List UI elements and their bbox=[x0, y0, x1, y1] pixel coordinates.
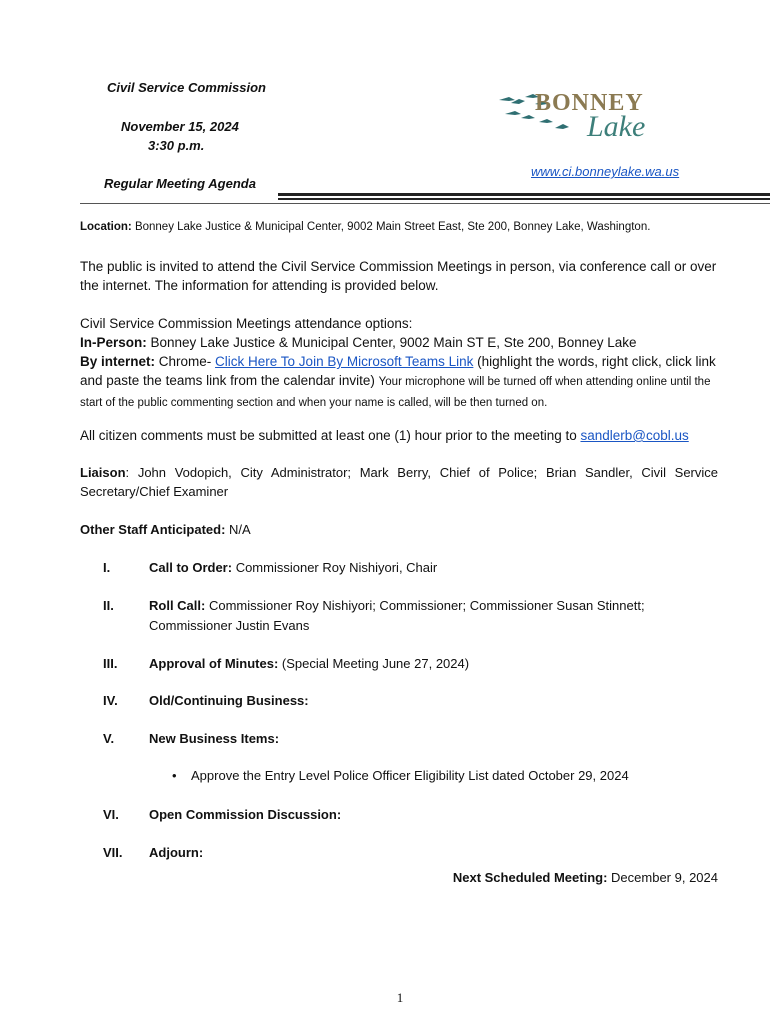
liaison-paragraph: Liaison: John Vodopich, City Administrator; Mark Berry, Chief of Police; Brian Sandler, Civil Service Secretary/Chief Examiner bbox=[80, 465, 718, 499]
header-rule bbox=[80, 203, 770, 204]
bullet-icon: • bbox=[172, 768, 177, 783]
meeting-date: November 15, 2024 bbox=[121, 119, 239, 134]
comments-paragraph: All citizen comments must be submitted at least one (1) hour prior to the meeting to sandlerb@cobl.us bbox=[80, 428, 689, 443]
svg-text:BONNEY: BONNEY bbox=[535, 90, 644, 116]
header-rule bbox=[278, 198, 770, 200]
bonney-lake-logo bbox=[495, 86, 695, 144]
location-line bbox=[80, 221, 650, 233]
location-label: Location: bbox=[80, 221, 132, 233]
bullet-item: • Approve the Entry Level Police Officer Eligibility List dated October 29, 2024 bbox=[172, 768, 629, 783]
attendance-options bbox=[80, 314, 720, 413]
page-number: 1 bbox=[396, 990, 404, 1005]
item-number: II. bbox=[103, 598, 114, 613]
liaison-label: Liaison bbox=[80, 465, 126, 480]
internet-line: By internet: Chrome- Click Here To Join By Microsoft Teams Link (highlight the words, right click, click link and paste the teams link from the calendar invite) Your microphone will be turned off when attending online until the start of the public commenting section and when your name is called, will be then turned on. bbox=[80, 354, 716, 409]
svg-text:Lake: Lake bbox=[587, 110, 646, 143]
teams-link[interactable]: Click Here To Join By Microsoft Teams Link bbox=[215, 354, 474, 369]
committee-name: Civil Service Commission bbox=[107, 80, 266, 95]
email-link[interactable]: sandlerb@cobl.us bbox=[580, 428, 689, 443]
agenda-type: Regular Meeting Agenda bbox=[104, 176, 256, 191]
agenda-item: Old/Continuing Business: bbox=[149, 693, 309, 708]
intro-paragraph: The public is invited to attend the Civil Service Commission Meetings in person, via conference call or over the internet. The information for attending is provided below. bbox=[80, 259, 717, 293]
meeting-time: 3:30 p.m. bbox=[148, 138, 205, 153]
header-rule bbox=[278, 193, 770, 196]
inperson-line: In-Person: Bonney Lake Justice & Municipal Center, 9002 Main ST E, Ste 200, Bonney Lake bbox=[80, 335, 637, 350]
agenda-item: Open Commission Discussion: bbox=[149, 807, 342, 822]
item-number: VI. bbox=[103, 807, 119, 822]
item-number: VII. bbox=[103, 845, 123, 860]
agenda-item: Call to Order: Commissioner Roy Nishiyori, Chair bbox=[149, 560, 438, 575]
item-number: V. bbox=[103, 731, 115, 746]
item-number: I. bbox=[103, 560, 111, 575]
agenda-item: New Business Items: bbox=[149, 731, 280, 746]
item-number: III. bbox=[103, 656, 118, 671]
attendance-title: Civil Service Commission Meetings attendance options: bbox=[80, 316, 413, 331]
website-link[interactable]: www.ci.bonneylake.wa.us bbox=[531, 164, 680, 179]
location-text: Bonney Lake Justice & Municipal Center, 9002 Main Street East, Ste 200, Bonney Lake, Washington. bbox=[131, 221, 651, 233]
agenda-item: Roll Call: Commissioner Roy Nishiyori; Commissioner; Commissioner Susan Stinnett; Commissioner Justin Evans bbox=[149, 598, 645, 633]
agenda-item: Adjourn: bbox=[149, 845, 204, 860]
item-number: IV. bbox=[103, 693, 118, 708]
agenda-item: Approval of Minutes: (Special Meeting June 27, 2024) bbox=[149, 656, 470, 671]
staff-line: Other Staff Anticipated: N/A bbox=[80, 522, 251, 537]
next-meeting: Next Scheduled Meeting: December 9, 2024 bbox=[452, 870, 718, 885]
